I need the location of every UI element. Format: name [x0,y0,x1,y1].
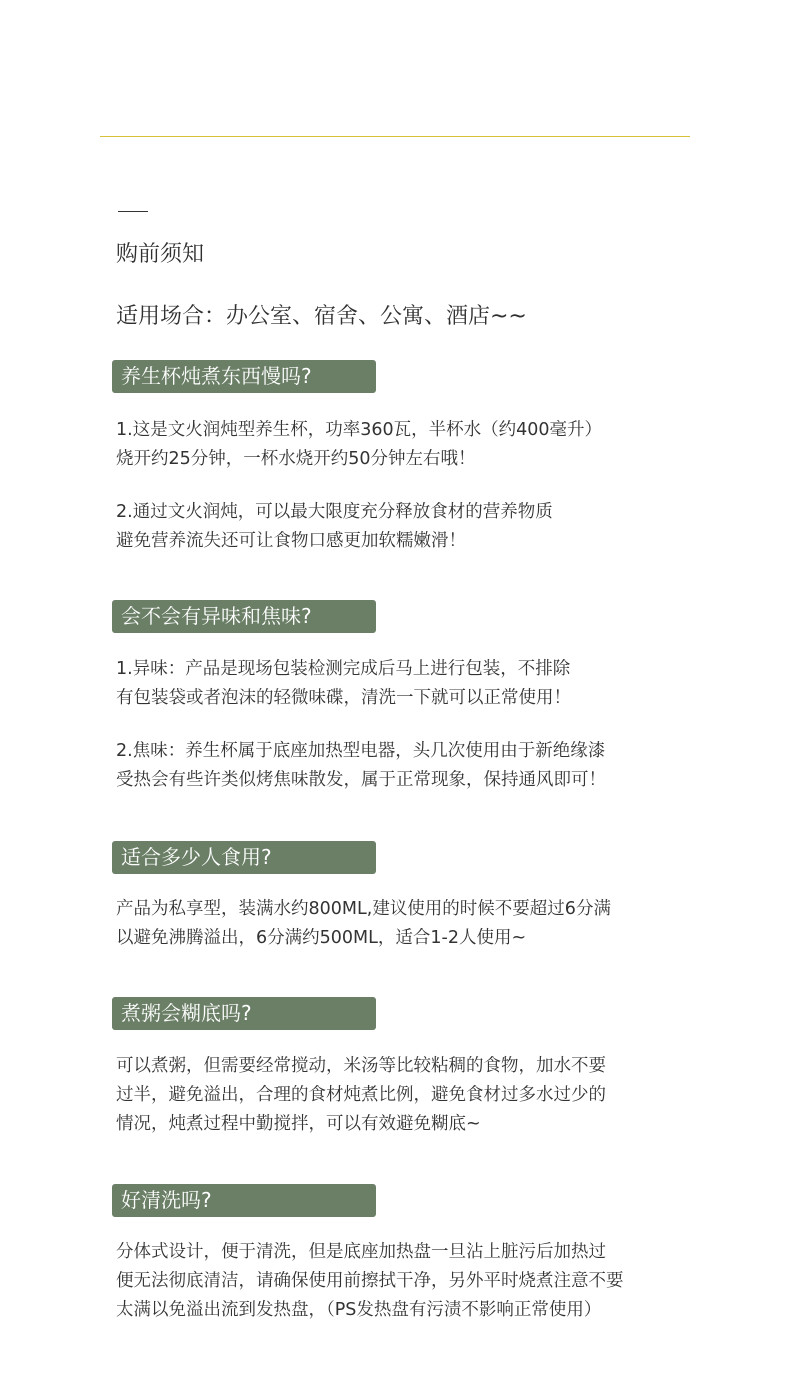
paragraph-line: 可以煮粥，但需要经常搅动，米汤等比较粘稠的食物，加水不要 [116,1056,606,1076]
paragraph-line: 受热会有些许类似烤焦味散发，属于正常现象，保持通风即可！ [116,770,606,790]
paragraph-line: 太满以免溢出流到发热盘，（PS发热盘有污渍不影响正常使用） [116,1300,602,1320]
paragraph [116,498,766,556]
section-title-servings: 适合多少人食用? [112,841,376,874]
paragraph-line: 2.焦味：养生杯属于底座加热型电器，头几次使用由于新绝缘漆 [116,741,606,761]
section-title-porridge: 煮粥会糊底吗? [112,997,376,1030]
paragraph [116,655,766,713]
section-title-cleaning: 好清洗吗? [112,1184,376,1217]
paragraph [116,895,766,953]
paragraph-line: 1.异味：产品是现场包装检测完成后马上进行包装，不排除 [116,659,571,679]
paragraph-line: 有包装袋或者泡沫的轻微味碟，清洗一下就可以正常使用！ [116,688,571,708]
paragraph-line: 以避免沸腾溢出，6分满约500ML，适合1-2人使用~ [116,928,527,948]
paragraph-line: 分体式设计，便于清洗，但是底座加热盘一旦沾上脏污后加热过 [116,1242,606,1262]
paragraph-line: 过半，避免溢出，合理的食材炖煮比例，避免食材过多水过少的 [116,1085,606,1105]
short-dash-divider [118,211,148,212]
paragraph-line: 1.这是文火润炖型养生杯，功率360瓦，半杯水（约400毫升） [116,420,602,440]
paragraph [116,1238,766,1325]
paragraph-line: 情况，炖煮过程中勤搅拌，可以有效避免糊底~ [116,1114,481,1134]
paragraph-line: 避免营养流失还可让食物口感更加软糯嫩滑！ [116,531,466,551]
paragraph [116,737,766,795]
paragraph-line: 烧开约25分钟，一杯水烧开约50分钟左右哦！ [116,449,476,469]
paragraph [116,416,766,474]
occasions-text: 适用场合：办公室、宿舍、公寓、酒店~~ [116,304,527,329]
paragraph-line: 便无法彻底清洁，请确保使用前擦拭干净，另外平时烧煮注意不要 [116,1271,624,1291]
paragraph-line: 产品为私享型，装满水约800ML,建议使用的时候不要超过6分满 [116,899,611,919]
section-title-slow-cooking: 养生杯炖煮东西慢吗? [112,360,376,393]
top-divider-line [100,136,690,137]
paragraph-line: 2.通过文火润炖，可以最大限度充分释放食材的营养物质 [116,502,553,522]
page-title: 购前须知 [116,242,205,267]
paragraph [116,1052,766,1139]
section-title-odor: 会不会有异味和焦味? [112,600,376,633]
